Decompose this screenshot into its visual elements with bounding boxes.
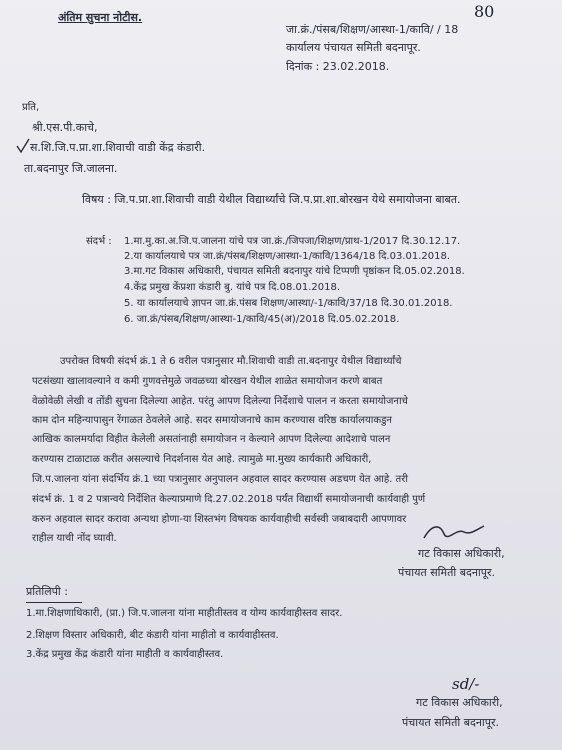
- copy-item: 2.शिक्षण विस्तार अधिकारी, बीट कंडारी यांना माहीतो व कार्यवाहीस्तव.: [26, 630, 279, 641]
- recipient-designation: स.शि.जि.प.प्रा.शा.शिवाची वाडी केंद्र कंडारी.: [30, 141, 206, 154]
- body-line: आखिक कालमर्यादा विहीत केलेली असतांनाही समायोजन न केल्याने आपण दिलेल्या आदेशाचे पालन: [32, 434, 391, 445]
- body-line: जि.प.जालना यांना संदर्भिय क्रं.1 च्या पत्रानुसार अनुपालन अहवाल सादर करण्यास अडचण येत आहे. तरी: [32, 474, 408, 485]
- copy-item: 1.मा.शिक्षणाधिकारी, (प्रा.) जि.प.जालना यांना माहीतीस्तव व योग्य कार्यवाहीस्तव सादर.: [26, 608, 343, 619]
- recipient-location: ता.बदनापुर जि.जालना.: [24, 162, 118, 175]
- page-number: 80: [474, 2, 495, 21]
- signature-scribble: [418, 520, 488, 546]
- signatory-office: पंचायत समिती बदनापूर.: [398, 566, 496, 579]
- footer-signatory-office: पंचायत समिती बदनापूर.: [402, 716, 500, 729]
- footer-signatory-title: गट विकास अधिकारी,: [416, 696, 503, 709]
- reference-item: 5. या कार्यालयाचे ज्ञापन जा.क्रं.पंसब शिक्षण/आस्था/-1/कावि/37/18 दि.30.01.2018.: [124, 298, 453, 309]
- body-line: करुन अहवाल सादर करावा अन्यथा होणा-या शिस्तभंग विषयक कार्यवाहीची सर्वस्वी जबाबदारी आपणावर: [32, 514, 407, 525]
- reference-item: 1.मा.मु.का.अ.जि.प.जालना यांचे पत्र जा.क्रं./जिपजा/शिक्षण/प्राथ-1/2017 दि.30.12.17.: [124, 236, 461, 247]
- notice-title: अंतिम सुचना नोटीस.: [58, 11, 143, 24]
- body-line: काम दोन महिन्यापासुन रेंगाळत ठेवलेले आहे. सदर समायोजनाचे काम करण्यास वरिष्ठ कार्यालयाकडुन: [32, 415, 392, 426]
- body-line: राहील याची नोंद घ्यावी.: [32, 533, 117, 544]
- body-line: पटसंख्या खालावल्याने व कमी गुणवत्तेमुळे जवळच्या बोरखन येथील शाळेत समायोजन करणे बाबत: [32, 376, 383, 387]
- copies-label: प्रतिलिपी :: [26, 585, 68, 598]
- body-line: संदर्भ क्रं. 1 व 2 पत्रान्वये निर्देशित केल्याप्रमाणे दि.27.02.2018 पर्यंत विद्यार्थी समायोजनाची कार्यवाही पुर्ण: [32, 494, 426, 505]
- reference-number: जा.क्रं./पंसब/शिक्षण/आस्था-1/कावि/ / 18: [286, 23, 459, 36]
- copies-underline: [26, 602, 82, 603]
- recipient-label: प्रति,: [22, 102, 40, 113]
- references-label: संदर्भ :: [86, 236, 112, 247]
- reference-item: 3.मा.गट विकास अधिकारी, पंचायत समिती बदनापुर यांचे टिप्पणी पृष्ठांकन दि.05.02.2018.: [124, 266, 465, 277]
- reference-item: 4.केंद्र प्रमुख केंप्रशा कंडारी बु. यांचे पत्र दि.08.01.2018.: [124, 282, 341, 293]
- check-mark-icon: [16, 138, 30, 154]
- signatory-title: गट विकास अधिकारी,: [418, 547, 505, 560]
- body-line: उपरोक्त विषयी संदर्भ क्रं.1 ते 6 वरील पत्रानुसार मौ.शिवाची वाडी ता.बदनापुर येथील विद्यार्थ्यांचे: [60, 356, 402, 367]
- copy-item: 3.केंद्र प्रमुख केंद्र कंडारी यांना माहीती व कार्यवाहीस्तव.: [26, 649, 224, 660]
- body-line: करण्यास टाळाटाळ करीत असल्याचे निदर्शनास येत आहे. त्यामुळे मा.मुख्य कार्यकारी अधिकारी,: [32, 454, 372, 465]
- reference-item: 6. जा.क्रं/पंसब/शिक्षण/आस्था-1/कावि/45(अ)/2018 दि.05.02.2018.: [124, 314, 400, 325]
- recipient-name: श्री.एस.पी.काचे,: [32, 121, 98, 134]
- handwritten-sd-mark: sd/-: [452, 675, 480, 693]
- subject-line: विषय : जि.प.प्रा.शा.शिवाची वाडी येथील विद्यार्थ्यांचे जि.प.प्रा.शा.बोरखन येथे समायोजना बाबत.: [82, 193, 461, 206]
- office-name: कार्यालय पंचायत समिती बदनापूर.: [286, 41, 421, 54]
- reference-item: 2.या कार्यालयाचे पत्र जा.क्रं/पंसब/शिक्षण/आस्था-1/कावि/1364/18 दि.03.01.2018.: [124, 251, 451, 262]
- notice-date: दिनांक : 23.02.2018.: [286, 60, 390, 73]
- body-line: वेळोवेळी लेखी व तोंडी सुचना दिलेल्या आहेत. परंतु आपण दिलेल्या निर्देशाचे पालन न करता समायोजनाचे: [32, 396, 408, 407]
